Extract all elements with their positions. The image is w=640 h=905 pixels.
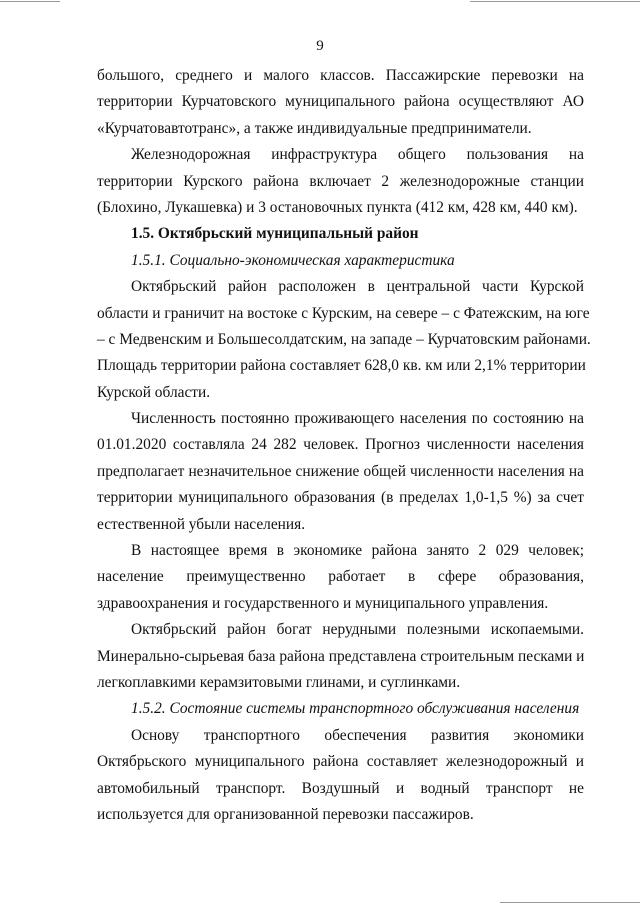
text-line: Октябрьский район расположен в центральной части Курской — [131, 278, 584, 296]
text-line: население преимущественно работает в сфере образования, — [97, 568, 584, 586]
text-line: используется для организованной перевозки пассажиров. — [97, 805, 474, 823]
text-line: Железнодорожная инфраструктура общего пользования на — [131, 146, 584, 164]
text-line: легкоплавкими керамзитовыми глинами, и суглинками. — [97, 673, 461, 691]
page-number: 9 — [316, 38, 324, 54]
text-line: Курской области. — [97, 383, 211, 401]
text-line: здравоохранения и государственного и муниципального управления. — [97, 594, 549, 612]
text-line: территории Курчатовского муниципального района осуществляют АО — [97, 93, 584, 111]
text-line: Численность постоянно проживающего населения по состоянию на — [131, 410, 584, 428]
scan-artifact-top-right — [470, 1, 640, 2]
text-line: Октябрьский район богат нерудными полезными ископаемыми. — [131, 621, 584, 639]
text-line: автомобильный транспорт. Воздушный и водный транспорт не — [97, 779, 584, 797]
text-line: территории Курского района включает 2 железнодорожные станции — [97, 172, 584, 190]
subsection-heading: 1.5.2. Состояние системы транспортного обслуживания населения — [131, 700, 580, 718]
text-line: 01.01.2020 составляла 24 282 человек. Прогноз численности населения — [97, 436, 584, 454]
text-line: большого, среднего и малого классов. Пассажирские перевозки на — [97, 67, 584, 84]
text-line: – с Медвенским и Большесолдатским, на западе – Курчатовским районами. — [97, 330, 591, 348]
document-body — [97, 63, 591, 828]
text-line: территории муниципального образования (в пределах 1,0-1,5 %) за счет — [97, 489, 584, 507]
scan-artifact-top-left — [0, 1, 60, 2]
text-line: Октябрьского муниципального района составляет железнодорожный и — [97, 753, 584, 771]
text-line: Минерально-сырьевая база района представлена строительным песками и — [97, 647, 585, 665]
text-line: Основу транспортного обеспечения развития экономики — [131, 726, 584, 744]
section-heading: 1.5. Октябрьский муниципальный район — [131, 225, 419, 243]
text-line: В настоящее время в экономике района занято 2 029 человек; — [131, 542, 584, 560]
text-line: «Курчатовавтотранс», а также индивидуальные предприниматели. — [97, 119, 532, 137]
text-line: естественной убыли населения. — [97, 515, 306, 533]
text-line: области и граничит на востоке с Курским, на севере – с Фатежским, на юге — [97, 304, 590, 322]
subsection-heading: 1.5.1. Социально-экономическая характеристика — [131, 251, 455, 269]
scan-artifact-bottom-right — [500, 902, 640, 903]
text-line: (Блохино, Лукашевка) и 3 остановочных пункта (412 км, 428 км, 440 км). — [97, 198, 578, 216]
text-line: предполагает незначительное снижение общей численности населения на — [97, 462, 584, 480]
text-line: Площадь территории района составляет 628,0 кв. км или 2,1% территории — [97, 357, 586, 375]
